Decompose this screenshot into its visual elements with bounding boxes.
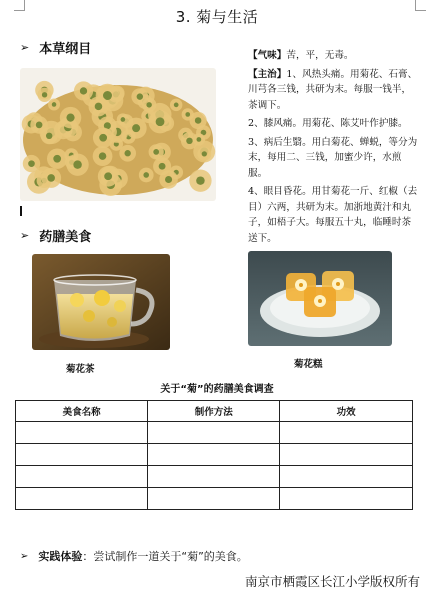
tea-caption: 菊花茶 — [66, 364, 95, 375]
survey-title: 关于“菊”的药膳美食调查 — [160, 384, 274, 395]
survey-header-row — [16, 401, 413, 422]
zhuzhi-item: 1、风热头痛。用菊花、石膏、川芎各三钱，共研为末。每服一钱半，茶调下。 — [248, 68, 418, 111]
table-cell[interactable] — [16, 444, 148, 466]
qiwei-line — [248, 48, 420, 64]
zhuzhi-item: 2、膝风痛。用菊花、陈艾叶作护膝。 — [248, 118, 408, 129]
section-heading-food — [20, 226, 91, 245]
table-cell[interactable] — [280, 422, 413, 444]
chrysanthemum-tea-photo — [32, 254, 170, 350]
zhuzhi-label: 【主治】 — [248, 68, 287, 80]
herbal-text-block — [248, 48, 420, 249]
qiwei-label: 【气味】 — [248, 50, 287, 61]
column-header-method: 制作方法 — [148, 401, 280, 422]
arrow-bullet-icon: ➢ — [20, 550, 29, 562]
zhuzhi-item: 3、病后生翳。用白菊花、蝉蜕，等分为末，每用二、三钱，加蜜少许，水煎服。 — [248, 136, 418, 179]
copyright-footer: 南京市栖霞区长江小学版权所有 — [244, 574, 420, 589]
table-cell[interactable] — [280, 488, 413, 510]
table-cell[interactable] — [280, 444, 413, 466]
tea-cup-illustration — [32, 254, 170, 350]
arrow-bullet-icon: ➢ — [20, 41, 30, 54]
zhuzhi-line — [248, 67, 420, 114]
cake-caption: 菊花糕 — [294, 359, 323, 370]
table-row — [16, 488, 413, 510]
survey-table — [15, 400, 413, 510]
table-cell[interactable] — [148, 466, 280, 488]
section-heading-herbal — [20, 38, 91, 57]
table-cell[interactable] — [16, 466, 148, 488]
table-cell[interactable] — [16, 422, 148, 444]
table-row — [16, 444, 413, 466]
column-header-food-name: 美食名称 — [16, 401, 148, 422]
practice-text: ：尝试制作一道关于“菊”的美食。 — [82, 550, 248, 563]
qiwei-text: 苦，平，无毒。 — [286, 50, 354, 61]
table-row — [16, 466, 413, 488]
herbal-heading: 本草纲目 — [39, 42, 92, 57]
page-title: 3. 菊与生活 — [175, 8, 259, 26]
table-cell[interactable] — [148, 488, 280, 510]
text-cursor-mark — [20, 206, 22, 216]
table-cell[interactable] — [280, 466, 413, 488]
zhuzhi-item: 4、眼目昏花。用甘菊花一斤、红椒（去目）六两，共研为末。加浙地黄汁和丸子，如梧子大。每服五十丸，临睡时茶送下。 — [248, 186, 418, 244]
table-row — [16, 422, 413, 444]
chrysanthemum-cake-photo — [248, 251, 392, 346]
dried-chrysanthemum-photo — [20, 68, 216, 201]
practice-label: 实践体验 — [38, 550, 83, 563]
food-heading: 药膳美食 — [39, 230, 92, 245]
dried-chrysanthemum-illustration — [20, 68, 216, 201]
arrow-bullet-icon: ➢ — [20, 229, 30, 242]
practice-line — [20, 548, 248, 564]
table-cell[interactable] — [148, 422, 280, 444]
table-cell[interactable] — [148, 444, 280, 466]
column-header-effect: 功效 — [280, 401, 413, 422]
table-cell[interactable] — [16, 488, 148, 510]
cake-plate-illustration — [248, 251, 392, 346]
